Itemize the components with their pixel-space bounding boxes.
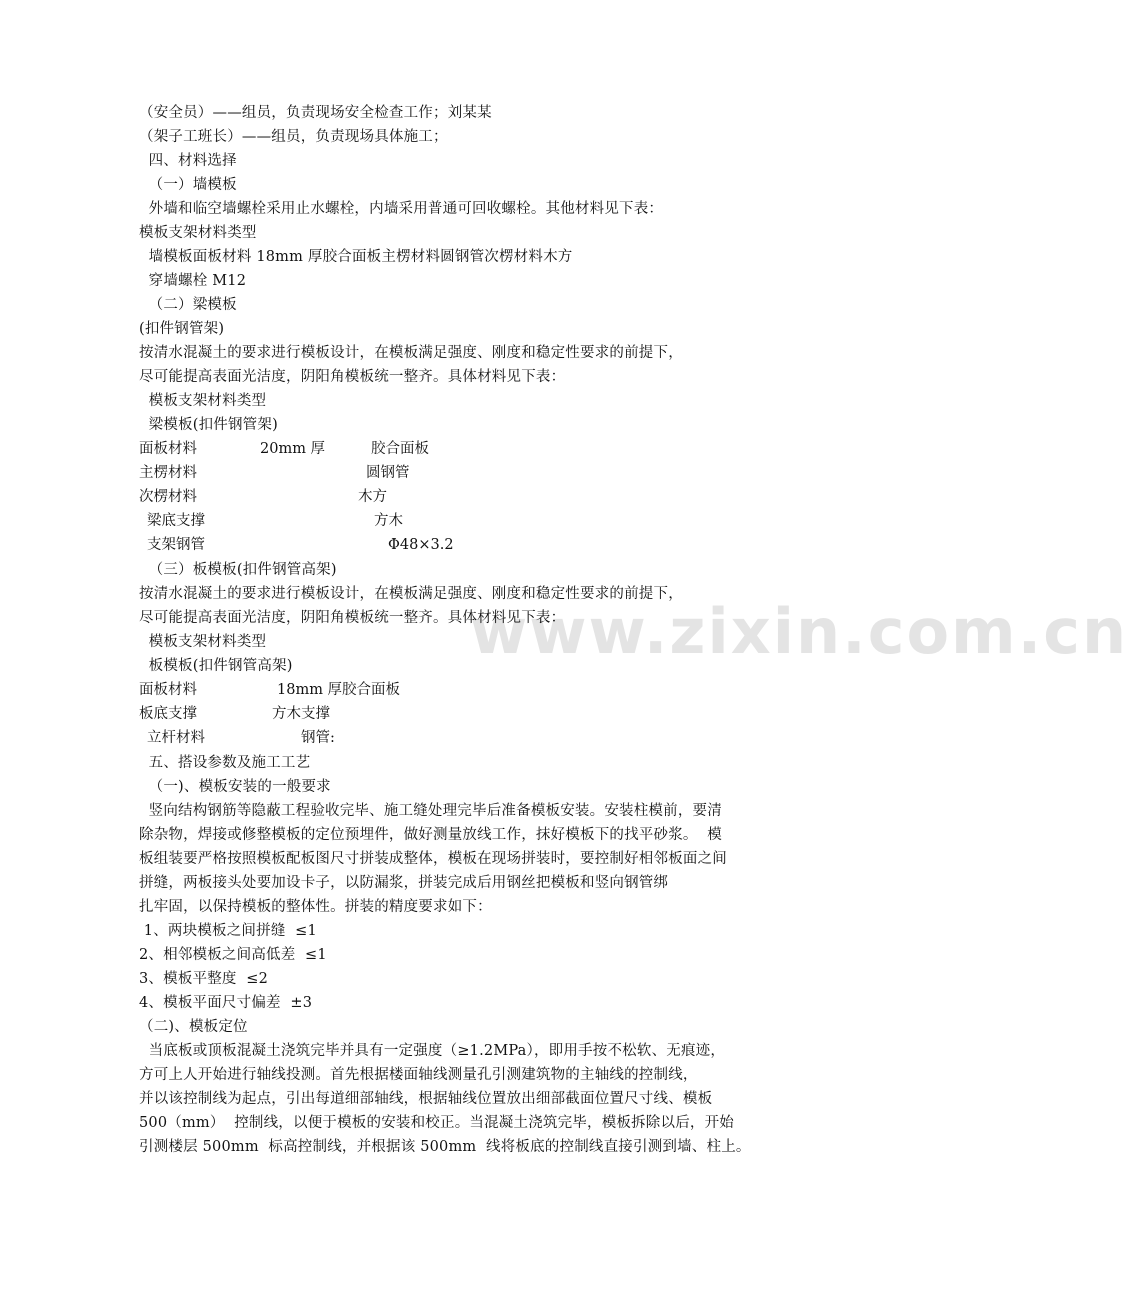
- text-line: （一)、模板安装的一般要求: [139, 779, 331, 795]
- text-line: （三）板模板(扣件钢管高架): [139, 562, 337, 578]
- table-cell-label: 板底支撑: [139, 706, 197, 722]
- watermark: www.zixin.com.cn: [470, 595, 1128, 668]
- text-line: 四、材料选择: [139, 153, 237, 169]
- text-line: 模板支架材料类型: [139, 393, 267, 409]
- text-line: （二)、模板定位: [139, 1019, 248, 1035]
- text-line: 板模板(扣件钢管高架): [139, 658, 293, 674]
- table-cell-value: 20mm 厚: [260, 441, 326, 457]
- text-line: 除杂物，焊接或修整模板的定位预埋件，做好测量放线工作，抹好模板下的找平砂浆。 模: [139, 827, 722, 843]
- table-cell-value: Φ48×3.2: [388, 537, 454, 553]
- table-cell-label: 次楞材料: [139, 489, 197, 505]
- text-line: （一）墙模板: [139, 177, 237, 193]
- text-line: 穿墙螺栓 M12: [139, 273, 247, 289]
- table-cell-value: 18mm 厚胶合面板: [277, 682, 401, 698]
- text-line: （安全员）——组员，负责现场安全检查工作；刘某某: [139, 105, 492, 121]
- table-cell-value: 方木: [374, 513, 403, 529]
- table-cell-label: 支架钢管: [147, 537, 205, 553]
- table-cell-value: 胶合面板: [371, 441, 429, 457]
- text-line: 按清水混凝土的要求进行模板设计，在模板满足强度、刚度和稳定性要求的前提下，: [139, 345, 683, 361]
- text-line: （二）梁模板: [139, 297, 237, 313]
- text-line: 方可上人开始进行轴线投测。首先根据楼面轴线测量孔引测建筑物的主轴线的控制线，: [139, 1067, 698, 1083]
- text-line: 引测楼层 500mm 标高控制线，并根据该 500mm 线将板底的控制线直接引测到墙、柱上。: [139, 1139, 751, 1155]
- text-line: 梁模板(扣件钢管架): [139, 417, 278, 433]
- table-cell-label: 面板材料: [139, 441, 197, 457]
- text-line: 模板支架材料类型: [139, 634, 267, 650]
- text-line: 五、搭设参数及施工工艺: [139, 755, 311, 771]
- text-line: 2、相邻模板之间高低差 ≤1: [139, 947, 327, 963]
- text-line: 模板支架材料类型: [139, 225, 257, 241]
- text-line: （架子工班长）——组员，负责现场具体施工；: [139, 129, 448, 145]
- text-line: 墙模板面板材料 18mm 厚胶合面板主楞材料圆钢管次楞材料木方: [139, 249, 573, 265]
- text-line: 3、模板平整度 ≤2: [139, 971, 269, 987]
- text-line: 当底板或顶板混凝土浇筑完毕并具有一定强度（≥1.2MPa），即用手按不松软、无痕迹，: [139, 1043, 726, 1059]
- text-line: 按清水混凝土的要求进行模板设计，在模板满足强度、刚度和稳定性要求的前提下，: [139, 586, 683, 602]
- table-cell-value: 钢管:: [301, 730, 335, 746]
- text-line: 板组装要严格按照模板配板图尺寸拼装成整体，模板在现场拼装时，要控制好相邻板面之间: [139, 851, 727, 867]
- table-cell-label: 立杆材料: [147, 730, 205, 746]
- table-cell-label: 面板材料: [139, 682, 197, 698]
- table-cell-value: 木方: [358, 489, 387, 505]
- text-line: (扣件钢管架): [139, 321, 225, 337]
- text-line: 尽可能提高表面光洁度，阴阳角模板统一整齐。具体材料见下表：: [139, 610, 566, 626]
- text-line: 扎牢固，以保持模板的整体性。拼装的精度要求如下：: [139, 899, 492, 915]
- text-line: 并以该控制线为起点，引出每道细部轴线，根据轴线位置放出细部截面位置尺寸线、模板: [139, 1091, 713, 1107]
- text-line: 竖向结构钢筋等隐蔽工程验收完毕、施工缝处理完毕后准备模板安装。安装柱模前，要清: [139, 803, 722, 819]
- table-cell-label: 主楞材料: [139, 465, 197, 481]
- table-cell-value: 方木支撑: [272, 706, 330, 722]
- text-line: 500（mm） 控制线，以便于模板的安装和校正。当混凝土浇筑完毕，模板拆除以后，开始: [139, 1115, 734, 1131]
- text-line: 1、两块模板之间拼缝 ≤1: [139, 923, 317, 939]
- table-cell-value: 圆钢管: [366, 465, 410, 481]
- text-line: 4、模板平面尺寸偏差 ±3: [139, 995, 313, 1011]
- text-line: 拼缝，两板接头处要加设卡子，以防漏浆，拼装完成后用钢丝把模板和竖向钢管绑: [139, 875, 669, 891]
- text-line: 外墙和临空墙螺栓采用止水螺栓，内墙采用普通可回收螺栓。其他材料见下表：: [139, 201, 664, 217]
- table-cell-label: 梁底支撑: [147, 513, 205, 529]
- text-line: 尽可能提高表面光洁度，阴阳角模板统一整齐。具体材料见下表：: [139, 369, 566, 385]
